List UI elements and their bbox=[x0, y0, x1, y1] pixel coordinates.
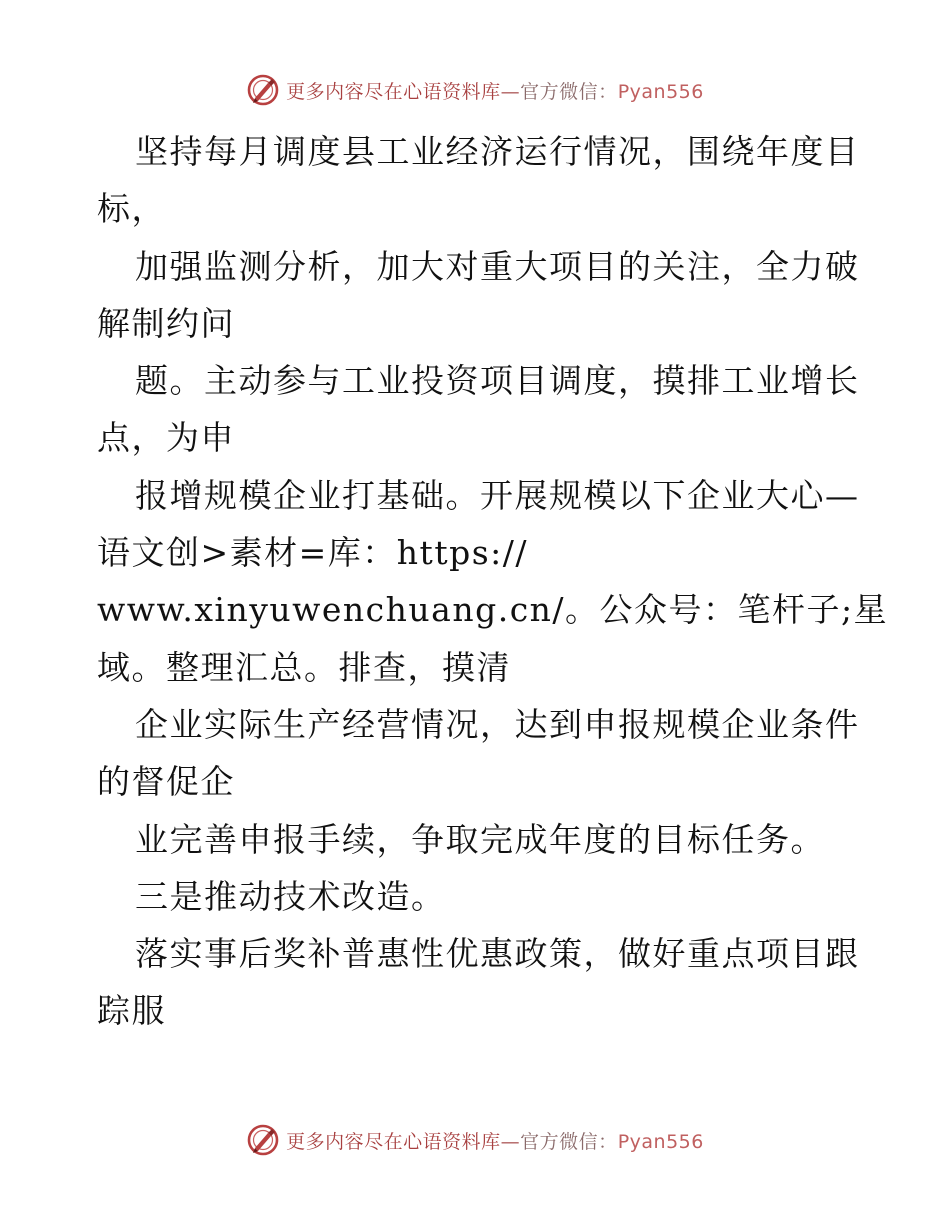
body-line: 标， bbox=[97, 189, 166, 229]
header-brand: 更多内容尽在心语资料库 bbox=[286, 80, 501, 103]
body-line: 业完善申报手续，争取完成年度的目标任务。 bbox=[135, 819, 825, 859]
pen-logo-icon bbox=[246, 73, 280, 107]
body-line: 报增规模企业打基础。开展规模以下企业大心— bbox=[135, 475, 860, 515]
header-banner bbox=[0, 70, 950, 110]
body-line: 三是推动技术改造。 bbox=[135, 876, 446, 916]
body-line: 踪服 bbox=[97, 991, 166, 1031]
body-line: 坚持每月调度县工业经济运行情况，围绕年度目 bbox=[135, 132, 860, 171]
footer-dash: — bbox=[500, 1130, 521, 1153]
header-wechat-id: Pyan556 bbox=[617, 80, 704, 103]
footer-wechat-id: Pyan556 bbox=[617, 1130, 704, 1153]
footer-brand: 更多内容尽在心语资料库 bbox=[286, 1130, 501, 1153]
body-line: 解制约问 bbox=[97, 303, 235, 343]
pen-logo-icon bbox=[246, 1123, 280, 1157]
body-text bbox=[97, 123, 889, 1040]
header-wechat-label: 官方微信： bbox=[520, 80, 618, 103]
body-line: 的督促企 bbox=[97, 762, 235, 802]
footer-banner-text bbox=[286, 1127, 704, 1154]
body-line: 题。主动参与工业投资项目调度，摸排工业增长 bbox=[135, 361, 860, 401]
body-line: 点，为申 bbox=[97, 418, 235, 458]
body-line: 语文创>素材=库：https:// bbox=[97, 533, 528, 573]
body-line: 企业实际生产经营情况，达到申报规模企业条件 bbox=[135, 704, 860, 744]
header-banner-text bbox=[286, 77, 704, 104]
footer-banner bbox=[0, 1120, 950, 1160]
footer-wechat-label: 官方微信： bbox=[520, 1130, 618, 1153]
body-line: www.xinyuwenchuang.cn/。公众号：笔杆子;星 bbox=[97, 590, 889, 630]
body-line: 域。整理汇总。排查，摸清 bbox=[97, 647, 511, 687]
header-dash: — bbox=[500, 80, 521, 103]
body-line: 加强监测分析，加大对重大项目的关注，全力破 bbox=[135, 246, 860, 286]
body-line: 落实事后奖补普惠性优惠政策，做好重点项目跟 bbox=[135, 934, 860, 974]
